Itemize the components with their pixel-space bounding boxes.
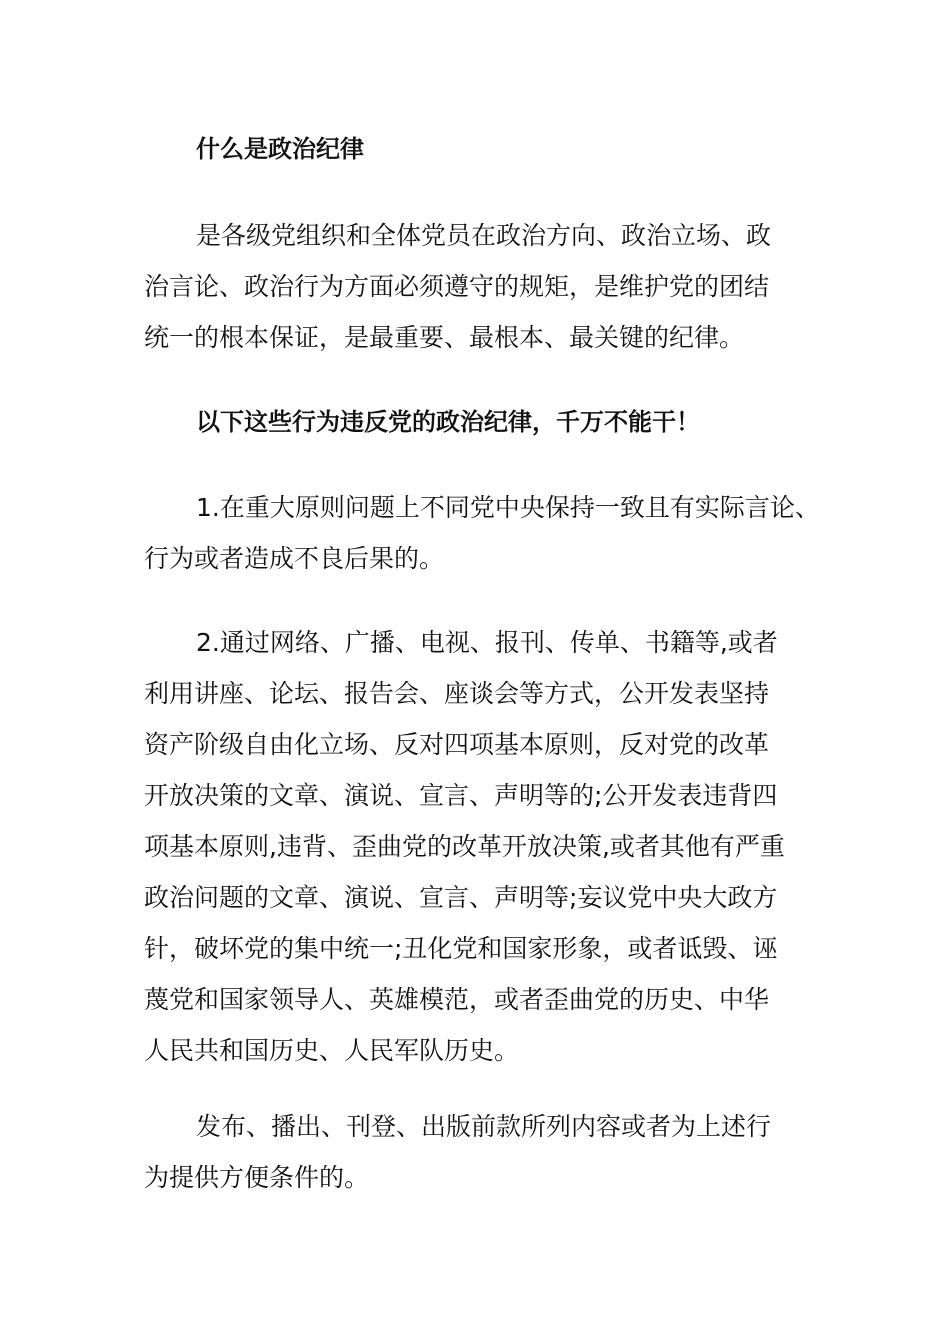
paragraph-line: 发布、播出、刊登、出版前款所列内容或者为上述行	[196, 1112, 772, 1141]
heading-text: 以下这些行为违反党的政治纪律，千万不能干！	[196, 408, 700, 436]
paragraph-line: 统一的根本保证，是最重要、最根本、最关键的纪律。	[144, 323, 745, 352]
paragraph-line: 项基本原则,违背、歪曲党的改革开放决策,或者其他有严重	[144, 832, 785, 861]
paragraph-line: 治言论、政治行为方面必须遵守的规矩，是维护党的团结	[144, 272, 770, 301]
paragraph-item-2	[144, 617, 809, 1076]
paragraph-item-1	[144, 482, 820, 584]
paragraph-definition	[144, 210, 809, 363]
heading-violations	[144, 397, 809, 448]
paragraph-line: 1.在重大原则问题上不同党中央保持一致且有实际言论、	[196, 493, 820, 522]
paragraph-line: 利用讲座、论坛、报告会、座谈会等方式，公开发表坚持	[144, 679, 770, 708]
paragraph-line: 开放决策的文章、演说、宣言、声明等的;公开发表违背四	[144, 781, 778, 810]
paragraph-line: 蔑党和国家领导人、英雄模范，或者歪曲党的历史、中华	[144, 985, 770, 1014]
paragraph-line: 为提供方便条件的。	[144, 1163, 370, 1192]
paragraph-line: 针，破坏党的集中统一;丑化党和国家形象，或者诋毁、诬	[144, 934, 778, 963]
paragraph-line: 资产阶级自由化立场、反对四项基本原则，反对党的改革	[144, 730, 770, 759]
paragraph-line: 行为或者造成不良后果的。	[144, 544, 445, 573]
paragraph-item-3	[144, 1101, 809, 1203]
paragraph-line: 是各级党组织和全体党员在政治方向、政治立场、政	[196, 221, 772, 250]
paragraph-line: 2.通过网络、广播、电视、报刊、传单、书籍等,或者	[196, 628, 778, 657]
paragraph-line: 人民共和国历史、人民军队历史。	[144, 1036, 520, 1065]
paragraph-line: 政治问题的文章、演说、宣言、声明等;妄议党中央大政方	[144, 883, 778, 912]
heading-text: 什么是政治纪律	[196, 135, 364, 163]
heading-political-discipline	[144, 124, 809, 175]
